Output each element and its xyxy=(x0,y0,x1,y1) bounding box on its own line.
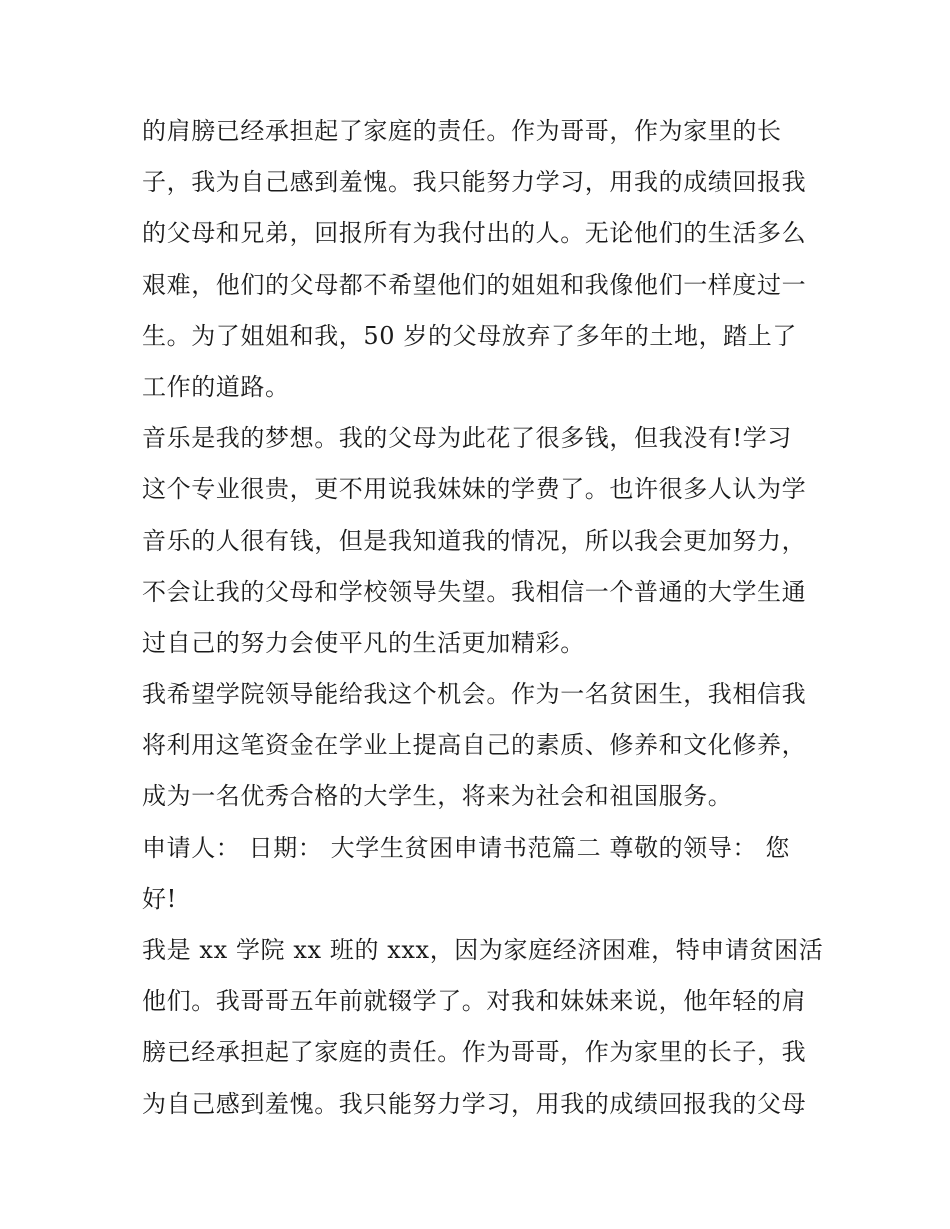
text-line: 过自己的努力会使平凡的生活更加精彩。 xyxy=(142,628,585,657)
text-line: 膀已经承担起了家庭的责任。作为哥哥，作为家里的长子，我 xyxy=(142,1038,807,1067)
text-line: 音乐是我的梦想。我的父母为此花了很多钱，但我没有!学习 xyxy=(142,424,792,453)
text-line: 成为一名优秀合格的大学生，将来为社会和祖国服务。 xyxy=(142,782,733,811)
text-line: 为自己感到羞愧。我只能努力学习，用我的成绩回报我的父母 xyxy=(142,1089,807,1118)
text-line: 工作的道路。 xyxy=(142,372,290,401)
text-line: 申请人： 日期： 大学生贫困申请书范篇二 尊敬的领导： 您 xyxy=(142,833,790,862)
text-line: 他们。我哥哥五年前就辍学了。对我和妹妹来说，他年轻的肩 xyxy=(142,987,807,1016)
text-line: 不会让我的父母和学校领导失望。我相信一个普通的大学生通 xyxy=(142,577,807,606)
text-line: 的父母和兄弟，回报所有为我付出的人。无论他们的生活多么 xyxy=(142,219,807,248)
text-line: 子，我为自己感到羞愧。我只能努力学习，用我的成绩回报我 xyxy=(142,168,807,197)
text-line: 我希望学院领导能给我这个机会。作为一名贫困生，我相信我 xyxy=(142,680,807,709)
document-body xyxy=(142,106,824,1130)
text-line: 好! xyxy=(142,884,177,913)
text-line: 这个专业很贵，更不用说我妹妹的学费了。也许很多人认为学 xyxy=(142,475,807,504)
text-line: 我是 xx 学院 xx 班的 xxx，因为家庭经济困难，特申请贫困活 xyxy=(142,936,824,964)
text-line: 艰难，他们的父母都不希望他们的姐姐和我像他们一样度过一 xyxy=(142,270,807,299)
text-line: 的肩膀已经承担起了家庭的责任。作为哥哥，作为家里的长 xyxy=(142,117,782,145)
text-line: 将利用这笔资金在学业上提高自己的素质、修养和文化修养， xyxy=(142,731,807,760)
text-line: 音乐的人很有钱，但是我知道我的情况，所以我会更加努力， xyxy=(142,526,807,555)
text-line: 生。为了姐姐和我，50 岁的父母放弃了多年的土地，踏上了 xyxy=(142,321,797,350)
